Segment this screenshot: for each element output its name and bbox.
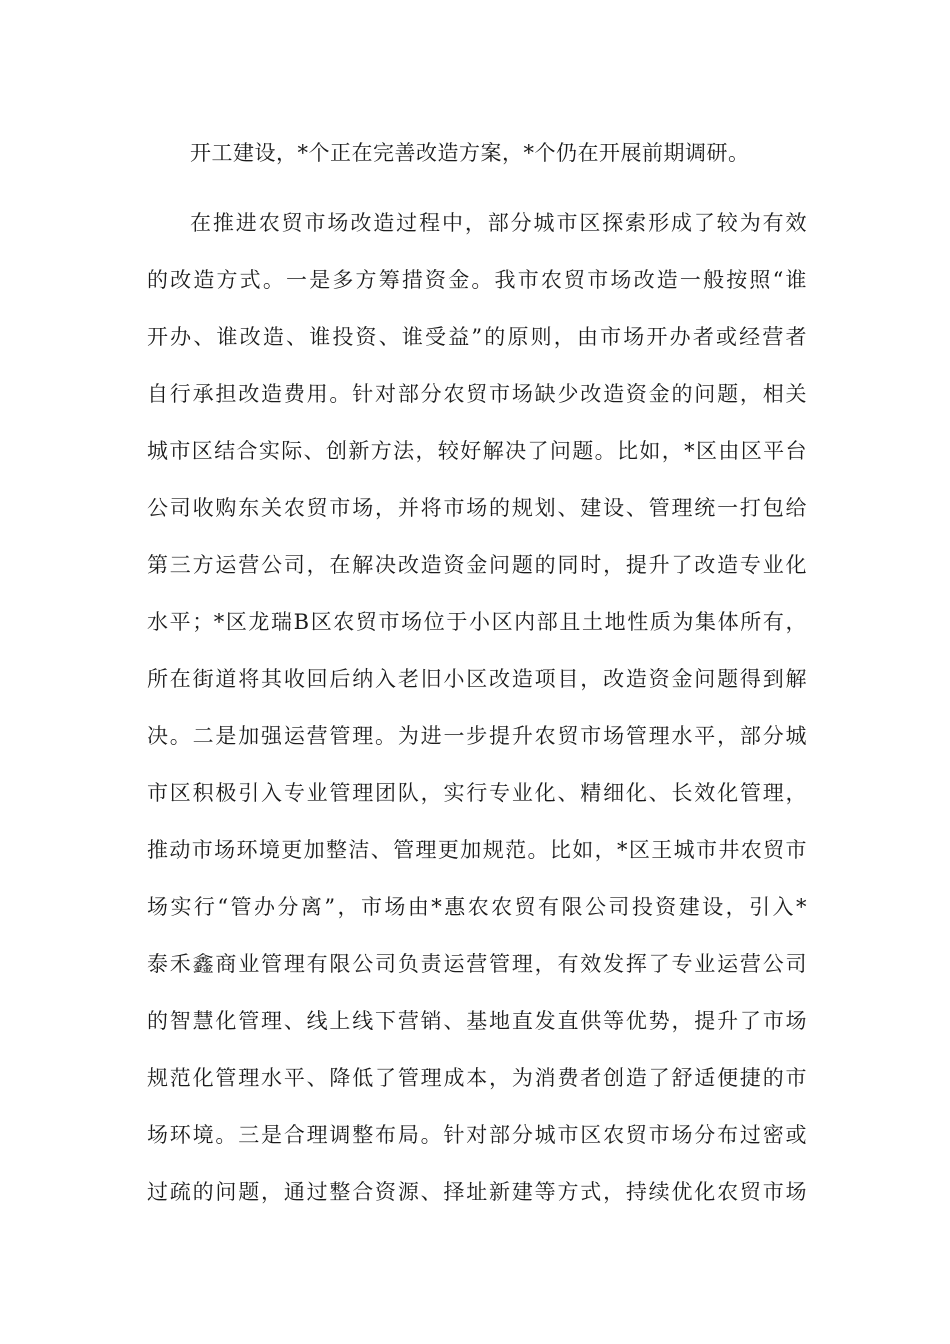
text-line: 推动市场环境更加整洁、管理更加规范。比如，*区王城市井农贸市 [147,838,807,862]
text-line: 开办、谁改造、谁投资、谁受益”的原则，由市场开办者或经营者 [147,325,807,349]
text-line: 公司收购东关农贸市场，并将市场的规划、建设、管理统一打包给 [147,496,807,520]
text-line: 所在街道将其收回后纳入老旧小区改造项目，改造资金问题得到解 [147,667,807,691]
text-line: 的智慧化管理、线上线下营销、基地直发直供等优势，提升了市场 [147,1009,807,1033]
text-line: 场实行“管办分离”，市场由*惠农农贸有限公司投资建设，引入* [147,895,807,919]
text-line: 自行承担改造费用。针对部分农贸市场缺少改造资金的问题，相关 [147,382,807,406]
text-line: 过疏的问题，通过整合资源、择址新建等方式，持续优化农贸市场 [147,1180,807,1204]
text-line: 在推进农贸市场改造过程中，部分城市区探索形成了较为有效 [190,211,807,235]
text-line: 决。二是加强运营管理。为进一步提升农贸市场管理水平，部分城 [147,724,807,748]
text-line: 第三方运营公司，在解决改造资金问题的同时，提升了改造专业化 [147,553,807,577]
text-line: 泰禾鑫商业管理有限公司负责运营管理，有效发挥了专业运营公司 [147,952,807,976]
text-line: 市区积极引入专业管理团队，实行专业化、精细化、长效化管理， [147,781,807,805]
text-line: 场环境。三是合理调整布局。针对部分城市区农贸市场分布过密或 [147,1123,807,1147]
text-line: 开工建设，*个正在完善改造方案，*个仍在开展前期调研。 [190,141,750,165]
text-line: 的改造方式。一是多方筹措资金。我市农贸市场改造一般按照“谁 [147,268,807,292]
text-line: 水平；*区龙瑞B区农贸市场位于小区内部且土地性质为集体所有， [147,610,807,634]
text-line: 城市区结合实际、创新方法，较好解决了问题。比如，*区由区平台 [147,439,807,463]
text-line: 规范化管理水平、降低了管理成本，为消费者创造了舒适便捷的市 [147,1066,807,1090]
